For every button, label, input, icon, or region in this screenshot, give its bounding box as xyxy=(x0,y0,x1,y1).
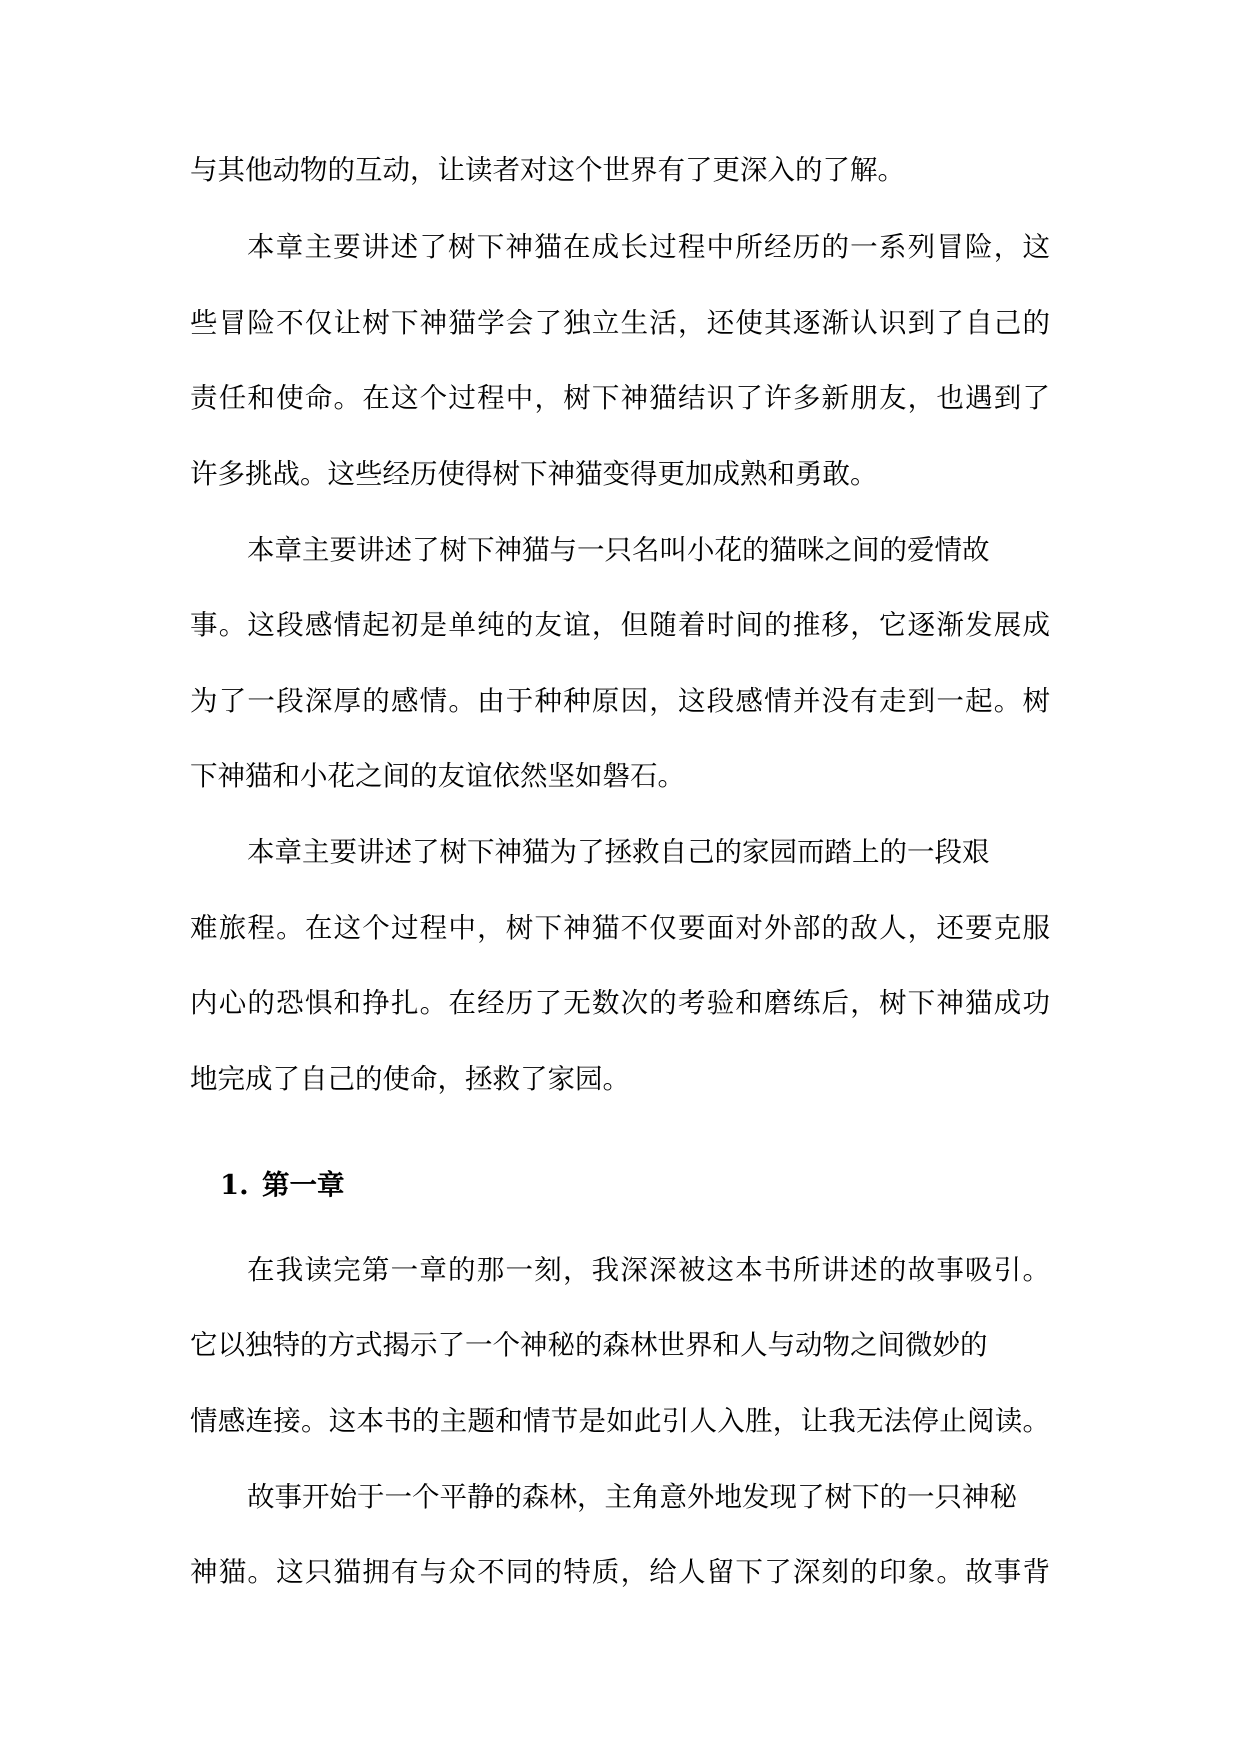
paragraph-line: 下神猫和小花之间的友谊依然坚如磐石。 xyxy=(190,760,685,792)
paragraph-line: 本章主要讲述了树下神猫为了拯救自己的家园而踏上的一段艰 xyxy=(247,836,990,868)
paragraph-line: 难旅程。在这个过程中，树下神猫不仅要面对外部的敌人，还要克服 xyxy=(190,912,1050,944)
paragraph-line: 与其他动物的互动，让读者对这个世界有了更深入的了解。 xyxy=(190,154,905,186)
section-title: 第一章 xyxy=(262,1169,345,1201)
paragraph-line: 许多挑战。这些经历使得树下神猫变得更加成熟和勇敢。 xyxy=(190,458,878,490)
paragraph-line: 事。这段感情起初是单纯的友谊，但随着时间的推移，它逐渐发展成 xyxy=(190,609,1050,641)
paragraph-line: 为了一段深厚的感情。由于种种原因，这段感情并没有走到一起。树 xyxy=(190,685,1050,717)
paragraph-line: 情感连接。这本书的主题和情节是如此引人入胜，让我无法停止阅读。 xyxy=(190,1405,1050,1437)
paragraph-line: 责任和使命。在这个过程中，树下神猫结识了许多新朋友，也遇到了 xyxy=(190,382,1050,414)
paragraph-line: 神猫。这只猫拥有与众不同的特质，给人留下了深刻的印象。故事背 xyxy=(190,1556,1050,1588)
section-heading xyxy=(220,1165,345,1205)
paragraph-line: 本章主要讲述了树下神猫在成长过程中所经历的一系列冒险，这 xyxy=(247,231,1050,263)
paragraph-line: 些冒险不仅让树下神猫学会了独立生活，还使其逐渐认识到了自己的 xyxy=(190,307,1050,339)
paragraph-line: 故事开始于一个平静的森林，主角意外地发现了树下的一只神秘 xyxy=(247,1481,1017,1513)
paragraph-line: 地完成了自己的使命，拯救了家园。 xyxy=(190,1063,630,1095)
paragraph-line: 它以独特的方式揭示了一个神秘的森林世界和人与动物之间微妙的 xyxy=(190,1329,988,1361)
paragraph-line: 本章主要讲述了树下神猫与一只名叫小花的猫咪之间的爱情故 xyxy=(247,534,990,566)
paragraph-line: 在我读完第一章的那一刻，我深深被这本书所讲述的故事吸引。 xyxy=(247,1254,1050,1286)
section-number: 1. xyxy=(220,1169,249,1201)
paragraph-line: 内心的恐惧和挣扎。在经历了无数次的考验和磨练后，树下神猫成功 xyxy=(190,987,1050,1019)
